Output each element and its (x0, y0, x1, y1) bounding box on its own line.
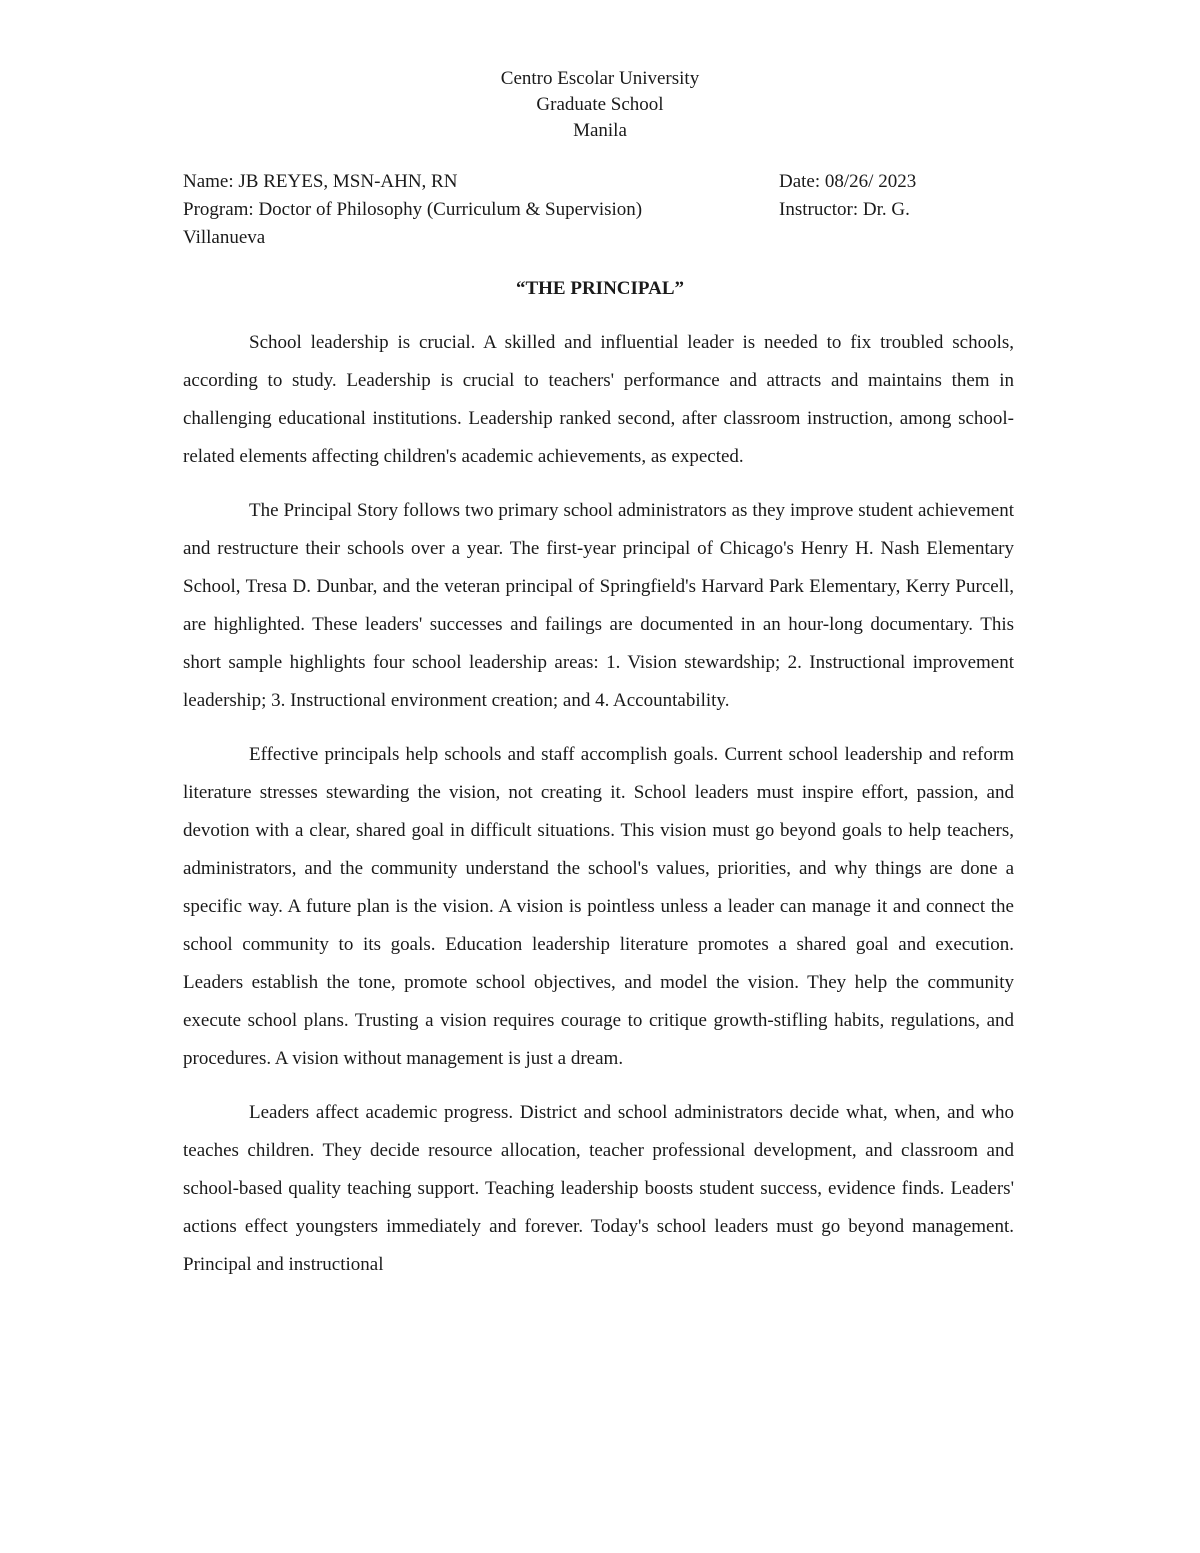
document-body (183, 324, 1014, 1300)
paragraph: The Principal Story follows two primary school administrators as they improve student achievement and restructure their schools over a year. The first-year principal of Chicago's Henry H. Nash Elementary School, Tresa D. Dunbar, and the veteran principal of Springfield's Harvard Park Elementary, Kerry Purcell, are highlighted. These leaders' successes and failings are documented in an hour-long documentary. This short sample highlights four school leadership areas: 1. Vision stewardship; 2. Instructional improvement leadership; 3. Instructional environment creation; and 4. Accountability. (183, 500, 1014, 711)
instructor-name-continued: Villanueva (183, 227, 266, 248)
instructor-name: Instructor: Dr. G. (779, 199, 910, 220)
meta-row-instructor-continued (183, 224, 1023, 252)
paragraph: Effective principals help schools and staff accomplish goals. Current school leadership and reform literature stresses stewarding the vision, not creating it. School leaders must inspire effort, passion, and devotion with a clear, shared goal in difficult situations. This vision must go beyond goals to help teachers, administrators, and the community understand the school's values, priorities, and why things are done a specific way. A future plan is the vision. A vision is pointless unless a leader can manage it and connect the school community to its goals. Education leadership literature promotes a shared goal and execution. Leaders establish the tone, promote school objectives, and model the vision. They help the community execute school plans. Trusting a vision requires courage to critique growth-stifling habits, regulations, and procedures. A vision without management is just a dream. (183, 744, 1014, 1069)
city-name: Manila (573, 120, 627, 141)
meta-row-program-instructor (183, 196, 1023, 224)
paragraph: Leaders affect academic progress. District and school administrators decide what, when, and who teaches children. They decide resource allocation, teacher professional development, and classroom and school-based quality teaching support. Teaching leadership boosts student success, evidence finds. Leaders' actions effect youngsters immediately and forever. Today's school leaders must go beyond management. Principal and instructional (183, 1102, 1014, 1275)
document-title: “THE PRINCIPAL” (515, 278, 685, 299)
program-name: Program: Doctor of Philosophy (Curriculum & Supervision) (183, 199, 643, 220)
student-info-block (183, 168, 1023, 252)
paragraph: School leadership is crucial. A skilled and influential leader is needed to fix troubled schools, according to study. Leadership is crucial to teachers' performance and attracts and maintains them in challenging educational institutions. Leadership ranked second, after classroom instruction, among school-related elements affecting children's academic achievements, as expected. (183, 332, 1014, 467)
document-header (0, 66, 1200, 144)
school-name: Graduate School (536, 94, 664, 115)
student-name: Name: JB REYES, MSN-AHN, RN (183, 171, 458, 192)
submission-date: Date: 08/26/ 2023 (779, 171, 917, 192)
meta-row-name-date (183, 168, 1023, 196)
university-name: Centro Escolar University (500, 68, 700, 89)
